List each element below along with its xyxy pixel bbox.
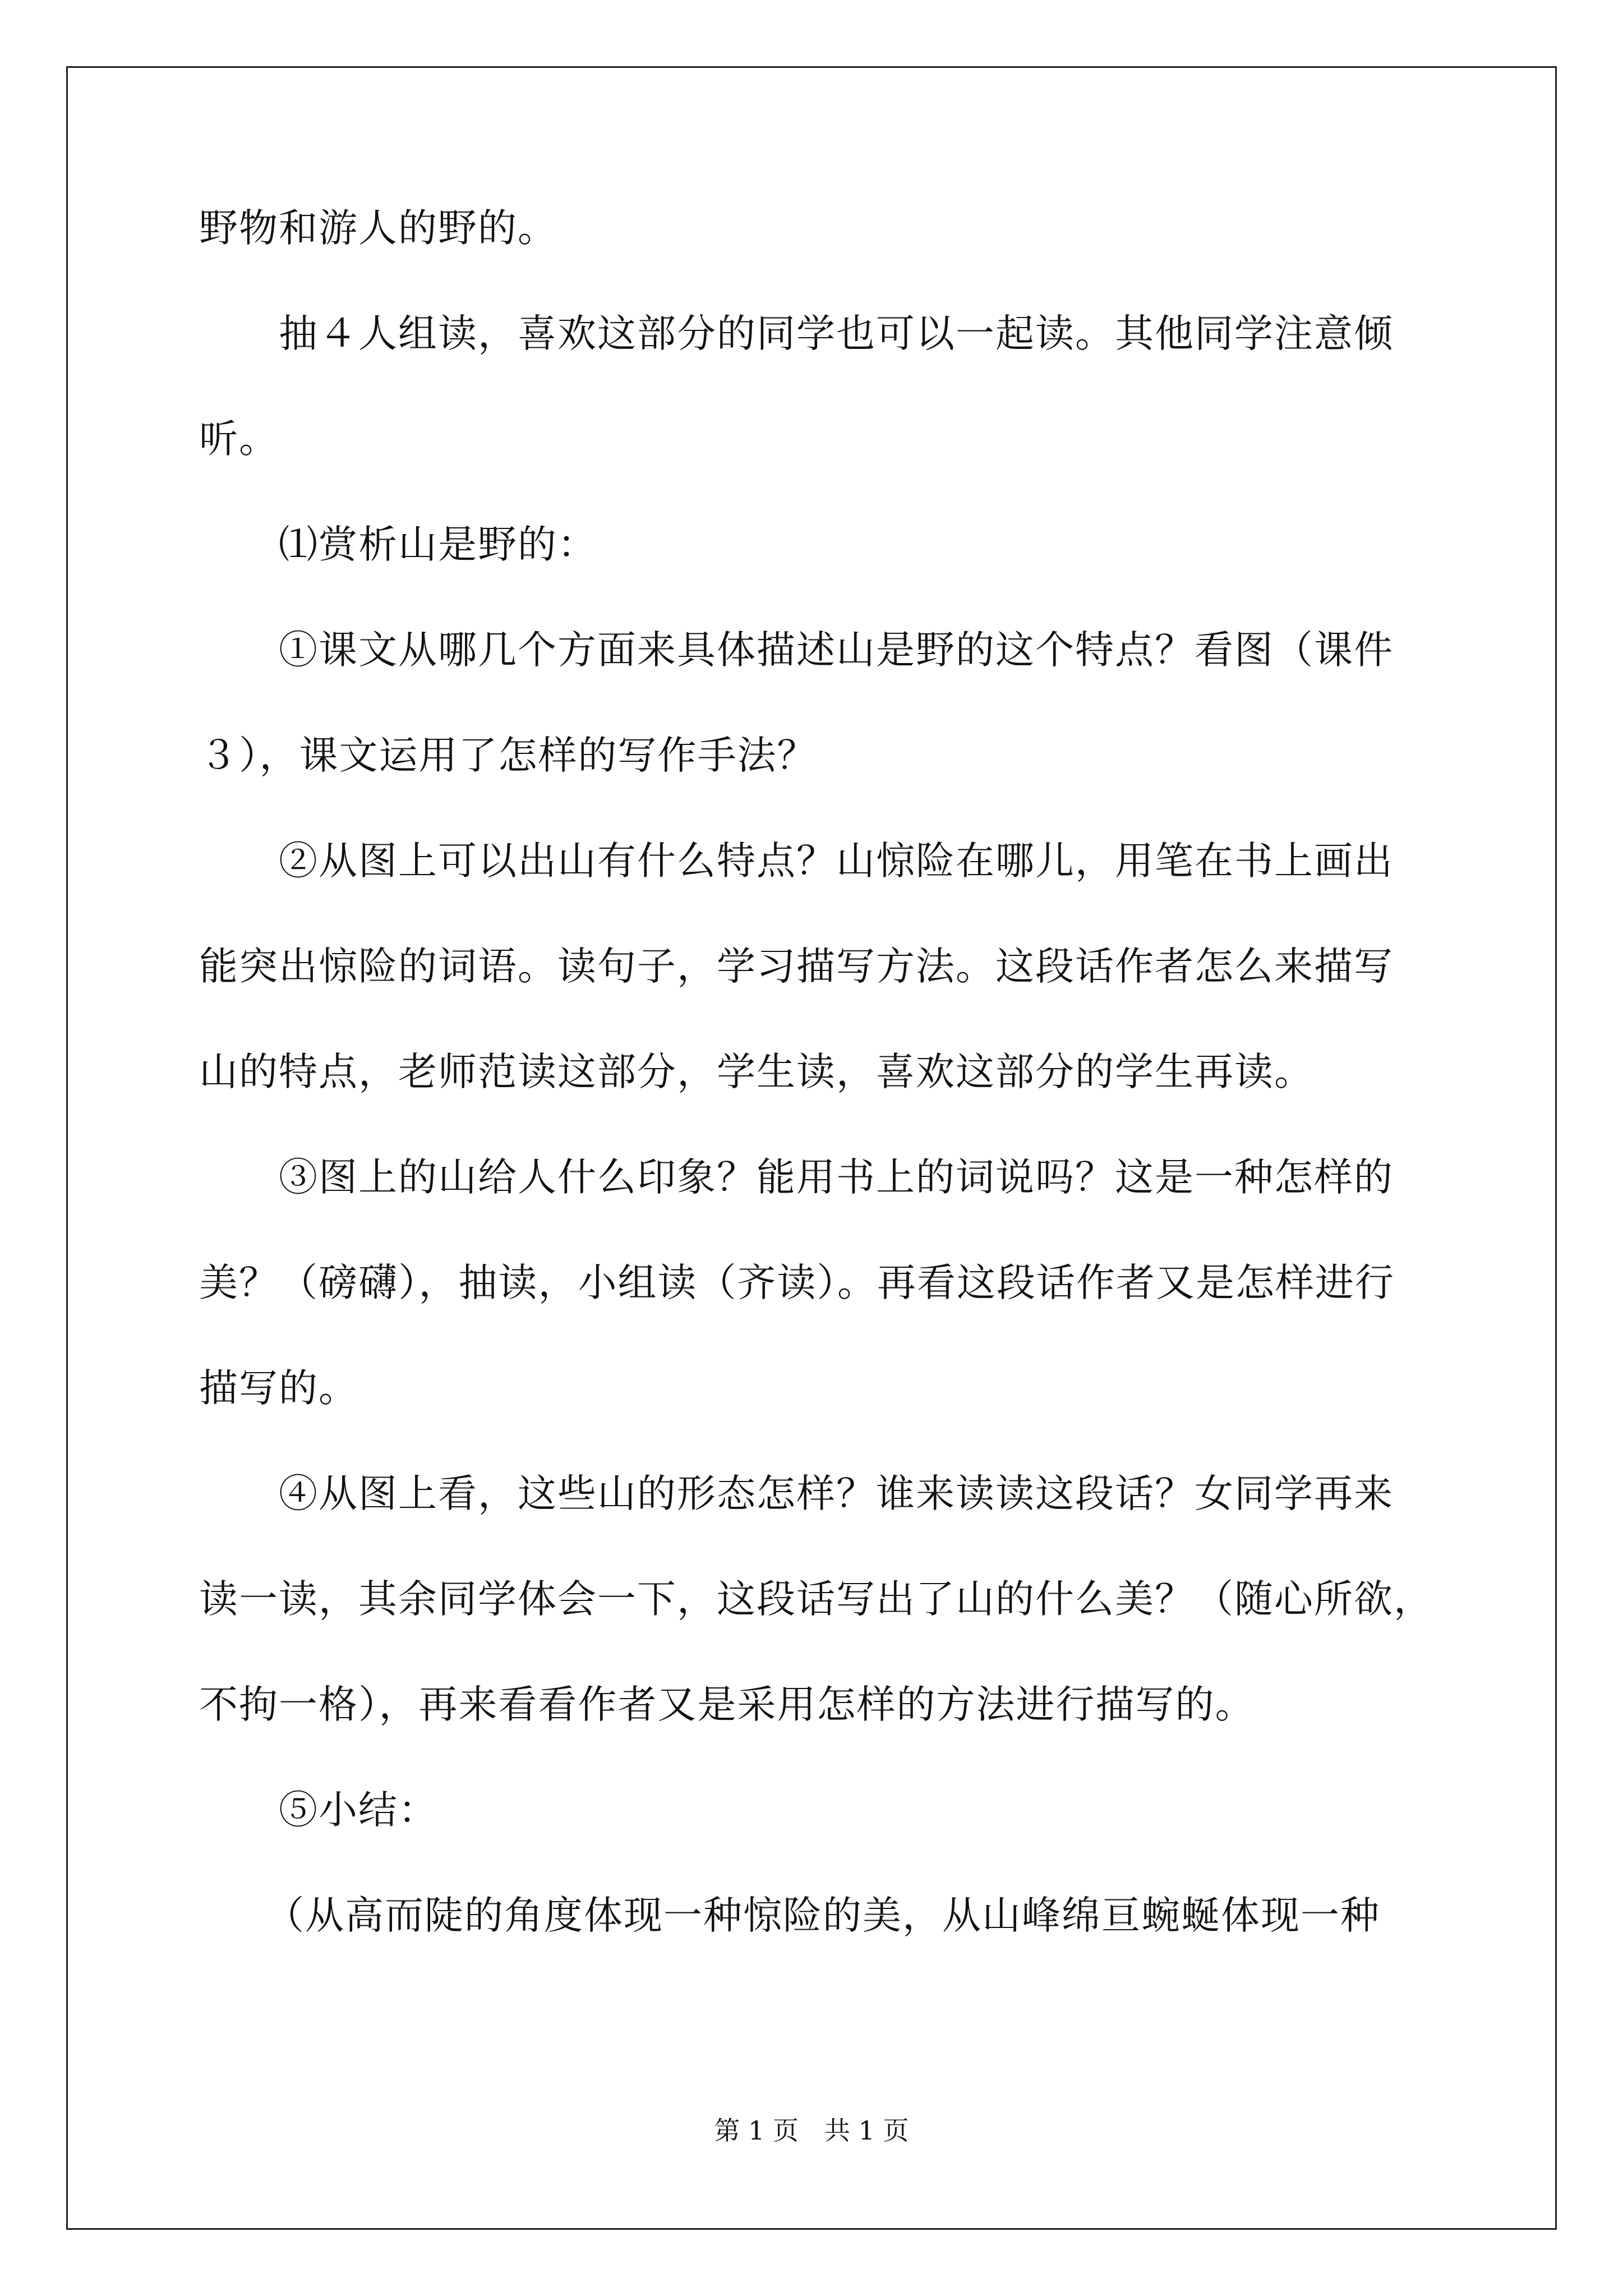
- text-line: ④从图上看，这些山的形态怎样？谁来读读这段话？女同学再来: [279, 1471, 1394, 1516]
- text-line: 山的特点，老师范读这部分，学生读，喜欢这部分的学生再读。: [199, 1050, 1314, 1094]
- text-line: 抽４人组读，喜欢这部分的同学也可以一起读。其他同学注意倾: [279, 311, 1394, 356]
- page-number-footer: 第 1 页 共 1 页: [714, 2115, 909, 2146]
- text-line: 野物和游人的野的。: [199, 206, 557, 251]
- text-line: ③图上的山给人什么印象？能用书上的词说吗？这是一种怎样的: [279, 1155, 1394, 1200]
- text-line: 能突出惊险的词语。读句子，学习描写方法。这段话作者怎么来描写: [199, 944, 1394, 989]
- text-line: 不拘一格），再来看看作者又是采用怎样的方法进行描写的。: [199, 1682, 1255, 1727]
- text-line: ①课文从哪几个方面来具体描述山是野的这个特点？看图（课件: [279, 628, 1394, 673]
- text-line: 听。: [199, 417, 279, 462]
- text-line: ②从图上可以出山有什么特点？山惊险在哪儿，用笔在书上画出: [279, 839, 1394, 884]
- text-line: 美？（磅礴），抽读，小组读（齐读）。再看这段话作者又是怎样进行: [199, 1260, 1395, 1305]
- text-line: 读一读，其余同学体会一下，这段话写出了山的什么美？（随心所欲，: [199, 1577, 1433, 1622]
- text-line: （从高而陡的角度体现一种惊险的美，从山峰绵亘蜿蜒体现一种: [265, 1893, 1380, 1938]
- text-line: ３），课文运用了怎样的写作手法？: [199, 733, 817, 778]
- text-line: 描写的。: [199, 1366, 358, 1411]
- text-line: ⑴赏析山是野的：: [279, 522, 597, 567]
- text-line: ⑤小结：: [279, 1788, 438, 1833]
